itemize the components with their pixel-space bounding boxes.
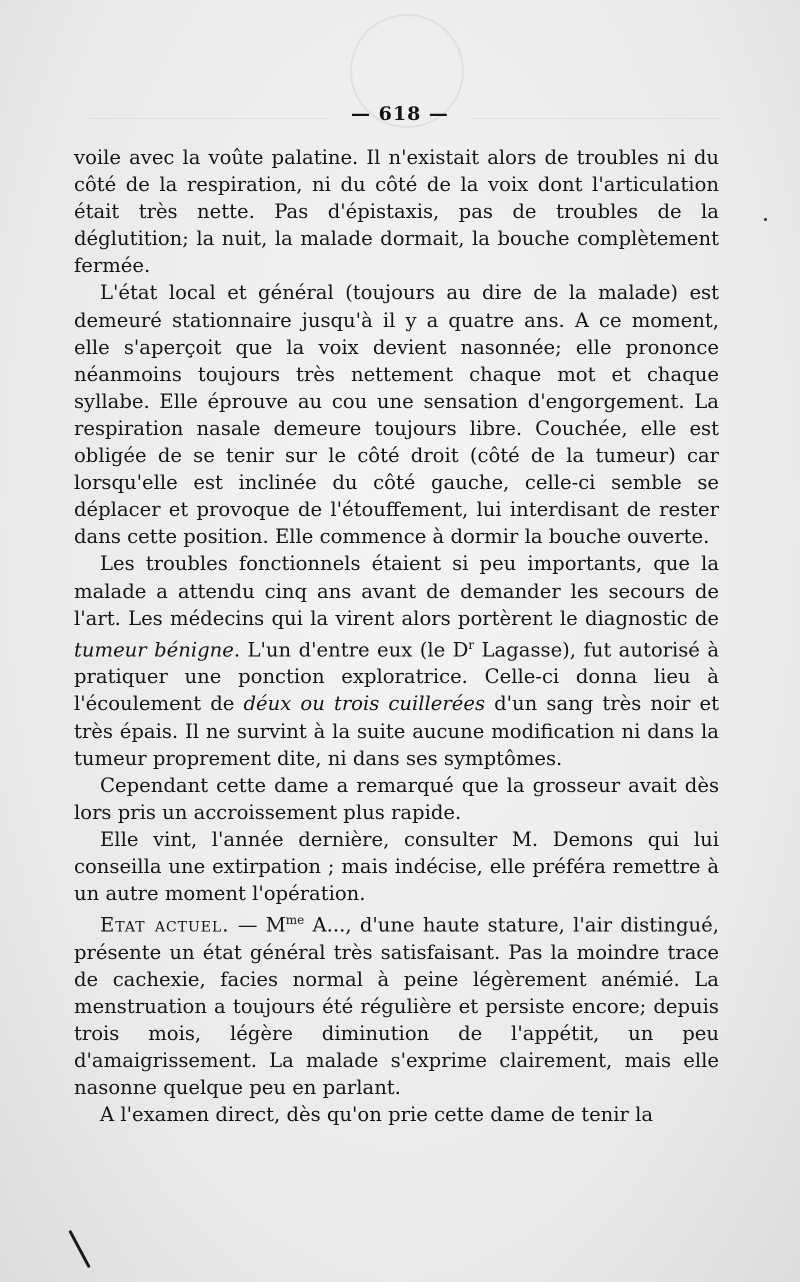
- text-run: A..., d'une haute stature, l'air distingué, présente un état général très satisfaisant. Pas la moindre trace de cachexie, facies normal à peine légèrement anémié. La menstruation a toujours été régulière et persiste encore; depuis trois mois, légère diminution de l'appétit, un peu d'amaigrissement. La malade s'exprime clairement, mais elle nasonne quelque peu en parlant.: [74, 913, 719, 1100]
- text-run: Les troubles fonctionnels étaient si peu importants, que la malade a attendu cinq ans avant de demander les secours de l'art. Les médecins qui la virent alors portèrent le diagnostic de: [74, 552, 719, 630]
- paragraph: [74, 907, 719, 1101]
- body-text: [74, 144, 719, 1128]
- paragraph: L'état local et général (toujours au dire de la malade) est demeuré stationnaire jusqu'à il y a quatre ans. A ce moment, elle s'aperçoit que la voix devient nasonnée; elle prononce néanmoins toujours très nettement chaque mot et chaque syllabe. Elle éprouve au cou une sensation d'engorgement. La respiration nasale demeure toujours libre. Couchée, elle est obligée de se tenir sur le côté droit (côté de la tumeur) car lorsqu'elle est inclinée du côté gauche, celle-ci semble se déplacer et provoque de l'étouffement, lui interdisant de rester dans cette position. Elle commence à dormir la bouche ouverte.: [74, 281, 719, 549]
- paragraph: voile avec la voûte palatine. Il n'existait alors de troubles ni du côté de la respiration, ni du côté de la voix dont l'articulation était très nette. Pas d'épistaxis, pas de troubles de la déglutition; la nuit, la malade dormait, la bouche complètement fermée.: [74, 146, 719, 278]
- paragraph: Cependant cette dame a remarqué que la grosseur avait dès lors pris un accroissement plus rapide.: [74, 773, 719, 824]
- text-run: . L'un d'entre eux (le D: [233, 638, 469, 662]
- page-number: — 618 —: [351, 103, 449, 125]
- section-heading: Etat actuel.: [100, 913, 230, 937]
- paragraph: A l'examen direct, dès qu'on prie cette dame de tenir la: [100, 1103, 654, 1127]
- superscript: r: [468, 637, 475, 652]
- paragraph: [74, 550, 719, 771]
- italic-text: déux ou trois cuillerées: [243, 692, 486, 716]
- pencil-mark: [68, 1230, 90, 1268]
- text-run: d'un sang très noir et très épais. Il ne survint à la suite aucune modification ni dans la tumeur proprement dite, ni dans ses symptômes.: [74, 692, 719, 770]
- superscript: me: [285, 913, 305, 928]
- text-run: Lagasse), fut autorisé à pratiquer une ponction exploratrice. Celle-ci donna lieu à l'écoulement de: [74, 638, 720, 716]
- text-run: — M: [229, 913, 286, 937]
- paragraph: Elle vint, l'année dernière, consulter M. Demons qui lui conseilla une extirpation ; mais indécise, elle préféra remettre à un autre moment l'opération.: [74, 827, 719, 906]
- italic-text: tumeur bénigne: [74, 638, 234, 662]
- ink-speck: [764, 218, 767, 221]
